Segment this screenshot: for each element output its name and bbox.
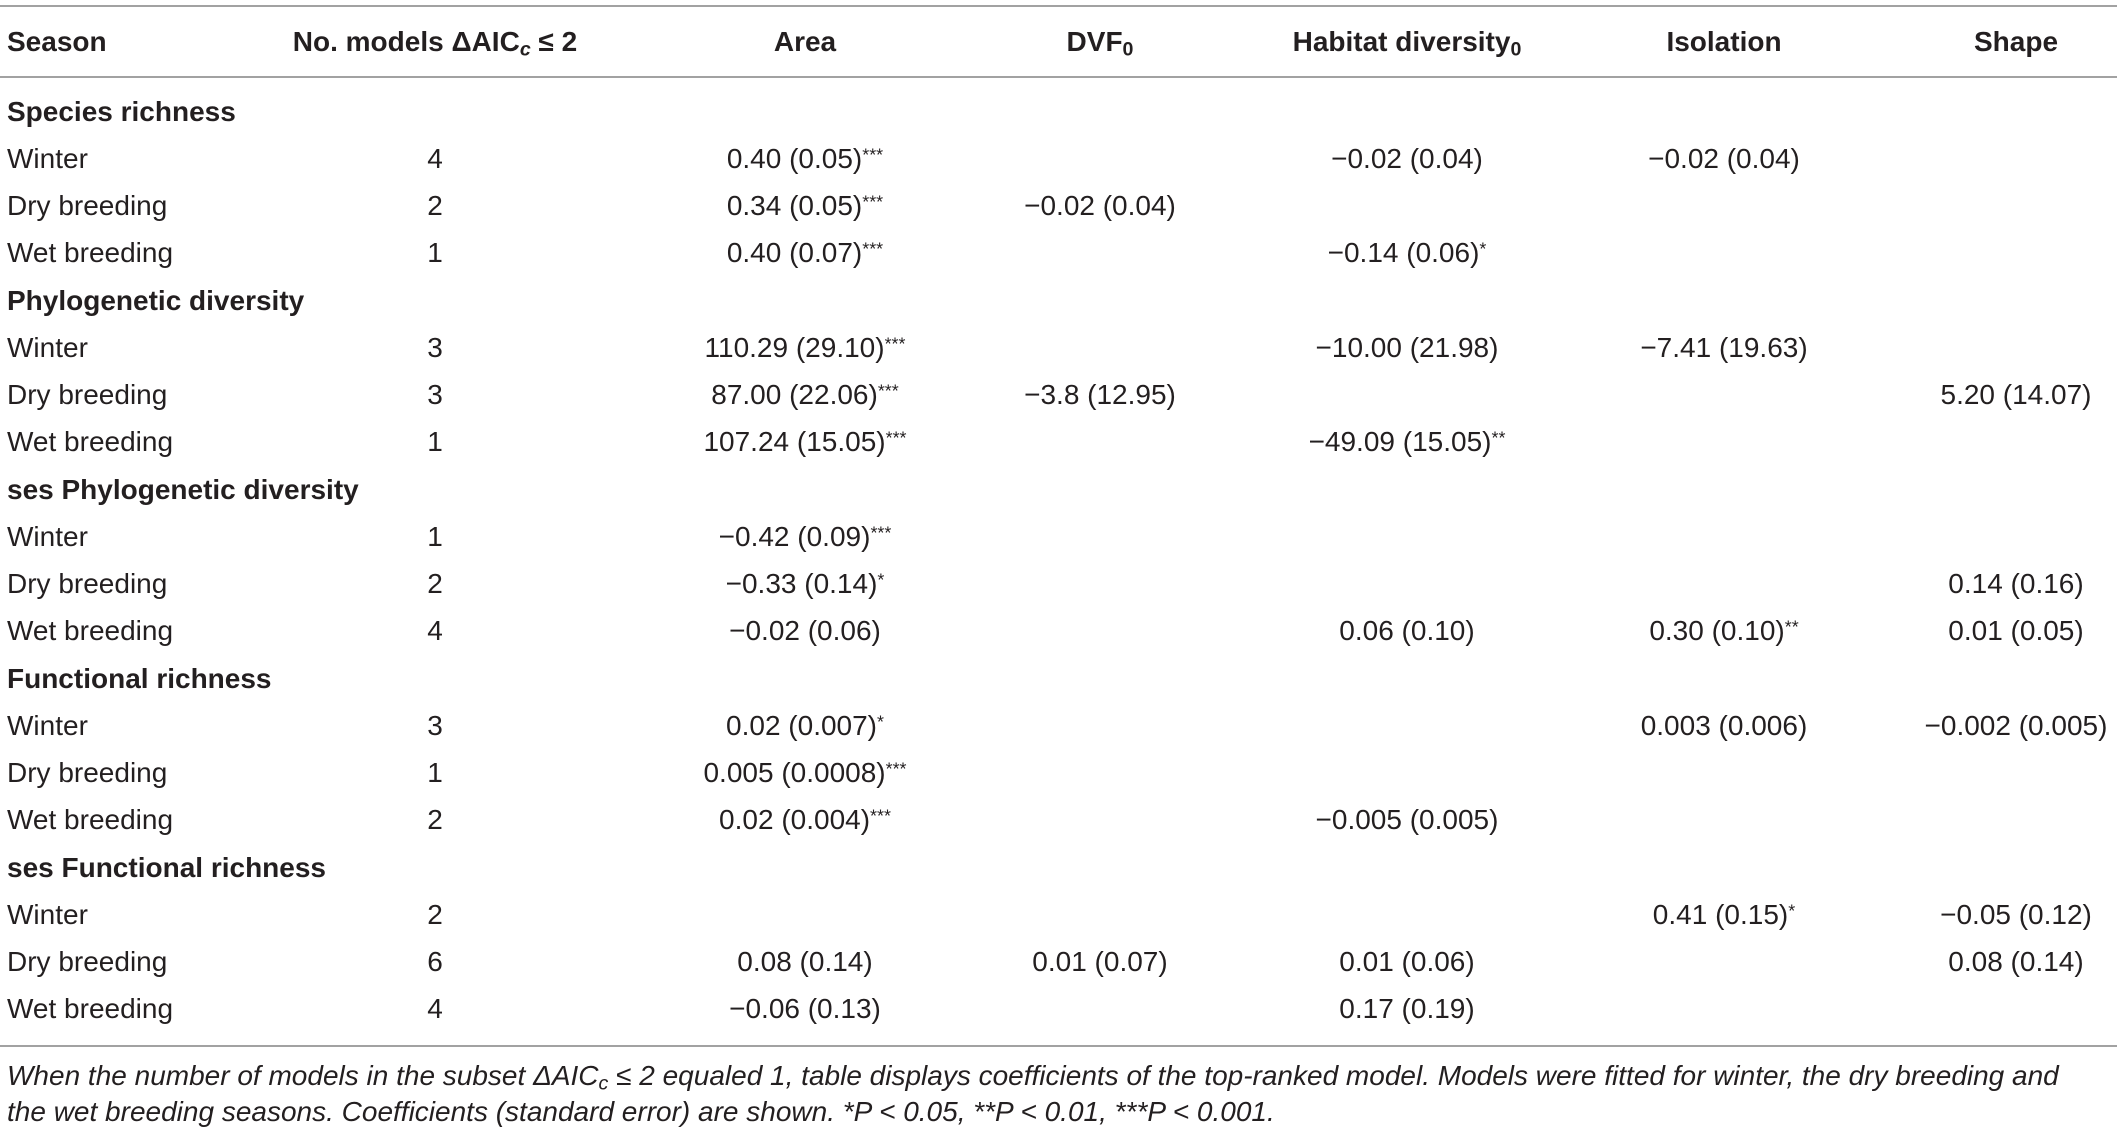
column-header-habitat-diversity (1281, 7, 1533, 76)
column-header-shape: Shape (1973, 25, 2059, 57)
significance-stars: *** (870, 522, 892, 543)
cell-shape (1915, 939, 2117, 986)
coefficient: 0.14 (0.16) (1948, 568, 2084, 600)
table-row (0, 183, 2117, 230)
column-header-habitat-diversity-text: Habitat diversity (1292, 25, 1511, 57)
cell-dvf (919, 608, 1281, 655)
cell-habitat-diversity (1281, 372, 1533, 419)
cell-area (691, 513, 919, 560)
significance-stars: * (877, 711, 884, 732)
column-header-no-models-text: No. models ΔAIC (292, 25, 520, 57)
cell-area (691, 372, 919, 419)
cell-season: Dry breeding (7, 379, 168, 411)
cell-area (691, 561, 919, 608)
cell-dvf (919, 561, 1281, 608)
cell-area (691, 797, 919, 844)
coefficient: −3.8 (12.95) (1024, 379, 1176, 411)
cell-isolation (1533, 986, 1915, 1033)
cell-isolation (1533, 183, 1915, 230)
cell-shape (1915, 183, 2117, 230)
cell-no-models: 1 (427, 520, 443, 552)
cell-no-models: 6 (427, 946, 443, 978)
coefficient: 0.003 (0.006) (1640, 709, 1808, 741)
significance-stars: * (877, 569, 885, 590)
cell-season: Wet breeding (7, 615, 174, 647)
table-row (0, 702, 2117, 749)
coefficient: 0.005 (0.0008) (703, 757, 886, 789)
table-head (0, 7, 2117, 76)
coefficient: 110.29 (29.10) (704, 331, 885, 363)
coefficient: 0.17 (0.19) (1339, 993, 1475, 1025)
cell-shape (1915, 986, 2117, 1033)
cell-area (691, 135, 919, 182)
table-footnote (7, 1058, 2059, 1130)
table-row (0, 750, 2117, 797)
coefficient: −7.41 (19.63) (1640, 331, 1808, 363)
column-header-isolation: Isolation (1666, 25, 1782, 57)
footnote-text: ≤ 2 equaled 1, table displays coefficients of the top-ranked model. Models were fitted for winter, the dry breeding and (608, 1060, 2059, 1091)
results-table (0, 88, 2117, 1033)
coefficient: −49.09 (15.05) (1308, 426, 1492, 458)
cell-shape (1915, 608, 2117, 655)
cell-season: Dry breeding (7, 568, 168, 600)
cell-shape (1915, 324, 2117, 371)
coefficient: 0.08 (0.14) (1948, 946, 2084, 978)
cell-isolation (1533, 608, 1915, 655)
cell-dvf (919, 183, 1281, 230)
footnote-line-2: the wet breeding seasons. Coefficients (standard error) are shown. *P < 0.05, **P < 0.01, ***P < 0.001. (7, 1096, 1275, 1127)
cell-dvf (919, 372, 1281, 419)
coefficient: −0.02 (0.06) (729, 615, 881, 647)
section-row (0, 844, 2117, 891)
cell-season: Winter (7, 709, 88, 741)
cell-habitat-diversity (1281, 750, 1533, 797)
significance-stars: *** (877, 380, 899, 401)
cell-isolation (1533, 561, 1915, 608)
cell-isolation (1533, 891, 1915, 938)
cell-season: Winter (7, 142, 88, 174)
cell-isolation (1533, 797, 1915, 844)
cell-no-models: 2 (427, 898, 443, 930)
coefficient: −0.05 (0.12) (1940, 898, 2092, 930)
cell-isolation (1533, 372, 1915, 419)
cell-area (691, 986, 919, 1033)
table-row (0, 419, 2117, 466)
header-bottom-rule (0, 76, 2117, 78)
column-header-no-models (179, 7, 691, 76)
header-row (0, 7, 2117, 76)
cell-habitat-diversity (1281, 324, 1533, 371)
cell-season: Wet breeding (7, 237, 174, 269)
coefficient: 0.01 (0.07) (1032, 946, 1168, 978)
coefficient: −0.42 (0.09) (718, 520, 871, 552)
cell-habitat-diversity (1281, 513, 1533, 560)
coefficient: 0.06 (0.10) (1339, 615, 1475, 647)
table-row (0, 230, 2117, 277)
coefficient: 0.30 (0.10) (1649, 615, 1785, 647)
table-row (0, 797, 2117, 844)
cell-habitat-diversity (1281, 702, 1533, 749)
cell-season: Dry breeding (7, 946, 168, 978)
cell-shape (1915, 702, 2117, 749)
cell-season: Winter (7, 331, 88, 363)
coefficient: 0.01 (0.06) (1339, 946, 1475, 978)
cell-shape (1915, 561, 2117, 608)
table-body (0, 88, 2117, 1033)
coefficient: −10.00 (21.98) (1315, 331, 1499, 363)
table-row (0, 324, 2117, 371)
cell-no-models: 4 (427, 993, 443, 1025)
cell-area (691, 891, 919, 938)
significance-stars: *** (862, 144, 884, 165)
coefficient: −0.02 (0.04) (1024, 190, 1176, 222)
significance-stars: *** (862, 238, 884, 259)
cell-isolation (1533, 513, 1915, 560)
cell-no-models: 4 (427, 142, 443, 174)
cell-area (691, 939, 919, 986)
cell-habitat-diversity (1281, 939, 1533, 986)
coefficient: 0.01 (0.05) (1948, 615, 2084, 647)
table-row (0, 561, 2117, 608)
cell-no-models: 2 (427, 190, 443, 222)
cell-shape (1915, 135, 2117, 182)
cell-shape (1915, 230, 2117, 277)
cell-habitat-diversity (1281, 986, 1533, 1033)
cell-area (691, 702, 919, 749)
cell-isolation (1533, 135, 1915, 182)
cell-habitat-diversity (1281, 135, 1533, 182)
subscript-0: 0 (1122, 37, 1134, 60)
table-row (0, 939, 2117, 986)
cell-isolation (1533, 230, 1915, 277)
table-row (0, 135, 2117, 182)
cell-season: Wet breeding (7, 426, 174, 458)
cell-habitat-diversity (1281, 561, 1533, 608)
cell-season: Wet breeding (7, 993, 174, 1025)
table-row (0, 608, 2117, 655)
cell-habitat-diversity (1281, 230, 1533, 277)
cell-shape (1915, 372, 2117, 419)
table-header (0, 7, 2117, 76)
section-row (0, 277, 2117, 324)
cell-habitat-diversity (1281, 608, 1533, 655)
coefficient: −0.33 (0.14) (725, 568, 878, 600)
footnote-line-1 (7, 1058, 2059, 1094)
significance-stars: *** (885, 758, 907, 779)
cell-shape (1915, 750, 2117, 797)
cell-no-models: 1 (427, 426, 443, 458)
coefficient: −0.005 (0.005) (1315, 804, 1499, 836)
column-header-dvf-text: DVF (1066, 25, 1123, 57)
cell-season: Wet breeding (7, 804, 174, 836)
cell-isolation (1533, 702, 1915, 749)
cell-dvf (919, 230, 1281, 277)
section-title: ses Phylogenetic diversity (7, 473, 359, 505)
coefficient: 0.41 (0.15) (1652, 898, 1789, 930)
cell-dvf (919, 419, 1281, 466)
subscript-0: 0 (1510, 37, 1522, 60)
cell-dvf (919, 939, 1281, 986)
cell-area (691, 419, 919, 466)
coefficient: 5.20 (14.07) (1940, 379, 2092, 411)
coefficient: 0.34 (0.05) (726, 190, 863, 222)
cell-habitat-diversity (1281, 419, 1533, 466)
cell-isolation (1533, 750, 1915, 797)
significance-stars: *** (862, 191, 884, 212)
coefficient: 0.02 (0.007) (726, 709, 878, 741)
coefficient: −0.02 (0.04) (1331, 142, 1483, 174)
table-row (0, 891, 2117, 938)
cell-no-models: 2 (427, 568, 443, 600)
cell-no-models: 2 (427, 804, 443, 836)
cell-dvf (919, 324, 1281, 371)
significance-stars: *** (870, 805, 891, 826)
cell-area (691, 183, 919, 230)
cell-habitat-diversity (1281, 891, 1533, 938)
cell-area (691, 230, 919, 277)
cell-habitat-diversity (1281, 797, 1533, 844)
cell-season: Winter (7, 520, 88, 552)
cell-no-models: 3 (427, 709, 443, 741)
cell-season: Winter (7, 898, 88, 930)
coefficient: −0.14 (0.06) (1327, 237, 1480, 269)
coefficient: 0.40 (0.05) (726, 142, 863, 174)
significance-stars: * (1479, 238, 1487, 259)
footnote-text: When the number of models in the subset ΔAIC (7, 1060, 599, 1091)
coefficient: −0.02 (0.04) (1648, 142, 1800, 174)
cell-no-models: 1 (427, 237, 443, 269)
coefficient: 0.08 (0.14) (737, 946, 873, 978)
coefficient: 0.02 (0.004) (719, 804, 871, 836)
coefficient: −0.002 (0.005) (1924, 709, 2108, 741)
table-row (0, 372, 2117, 419)
cell-season: Dry breeding (7, 190, 168, 222)
cell-dvf (919, 513, 1281, 560)
cell-area (691, 750, 919, 797)
cell-shape (1915, 513, 2117, 560)
cell-isolation (1533, 324, 1915, 371)
cell-shape (1915, 891, 2117, 938)
section-title: Species richness (7, 95, 236, 127)
cell-no-models: 1 (427, 757, 443, 789)
column-header-season: Season (7, 25, 107, 57)
coefficient: 107.24 (15.05) (703, 426, 886, 458)
cell-no-models: 4 (427, 615, 443, 647)
cell-dvf (919, 891, 1281, 938)
cell-season: Dry breeding (7, 757, 168, 789)
cell-shape (1915, 419, 2117, 466)
section-row (0, 466, 2117, 513)
significance-stars: *** (885, 427, 907, 448)
table-row (0, 513, 2117, 560)
section-title: Functional richness (7, 662, 272, 694)
subscript-c: c (598, 1072, 609, 1095)
section-title: Phylogenetic diversity (7, 284, 305, 316)
cell-area (691, 608, 919, 655)
column-header-no-models-tail: ≤ 2 (530, 25, 578, 57)
subscript-c: c (519, 37, 531, 60)
cell-isolation (1533, 939, 1915, 986)
section-row (0, 88, 2117, 135)
cell-dvf (919, 135, 1281, 182)
cell-dvf (919, 986, 1281, 1033)
coefficient: −0.06 (0.13) (729, 993, 881, 1025)
table-bottom-rule (0, 1045, 2117, 1047)
significance-stars: * (1788, 900, 1796, 921)
cell-isolation (1533, 419, 1915, 466)
cell-no-models: 3 (427, 331, 443, 363)
significance-stars: ** (1491, 427, 1506, 448)
cell-dvf (919, 702, 1281, 749)
cell-habitat-diversity (1281, 183, 1533, 230)
section-title: ses Functional richness (7, 851, 326, 883)
table-row (0, 986, 2117, 1033)
coefficient: 0.40 (0.07) (726, 237, 863, 269)
section-row (0, 655, 2117, 702)
cell-area (691, 324, 919, 371)
cell-dvf (919, 797, 1281, 844)
significance-stars: *** (884, 333, 906, 354)
cell-no-models: 3 (427, 379, 443, 411)
column-header-area: Area (773, 25, 837, 57)
cell-dvf (919, 750, 1281, 797)
column-header-dvf (919, 7, 1281, 76)
cell-shape (1915, 797, 2117, 844)
coefficient: 87.00 (22.06) (711, 379, 878, 411)
significance-stars: ** (1784, 616, 1799, 637)
